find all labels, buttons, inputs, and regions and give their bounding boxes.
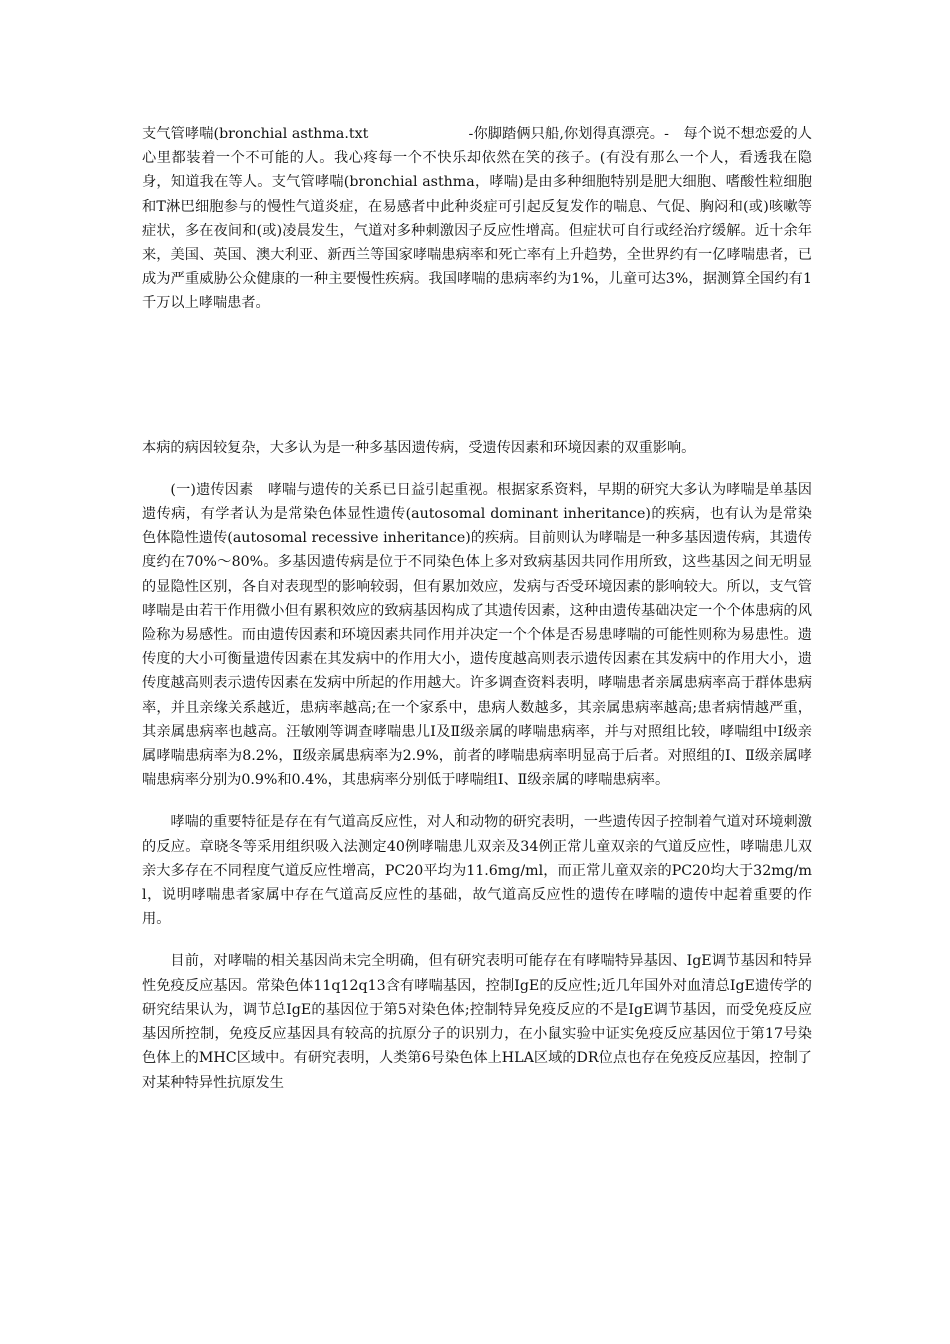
document-page: [142, 122, 827, 1095]
paragraph-spacer: [142, 931, 812, 949]
paragraph-spacer: [142, 460, 812, 478]
airway-hyperresponsiveness-paragraph: 哮喘的重要特征是存在有气道高反应性，对人和动物的研究表明，一些遗传因子控制着气道对环境刺激的反应。章晓冬等采用组织吸入法测定40例哮喘患儿双亲及34例正常儿童双亲的气道反应性，哮喘患儿双亲大多存在不同程度气道反应性增高，PC20平均为11.6mg/ml，而正常儿童双亲的PC20均大于32mg/ml，说明哮喘患者家属中存在气道高反应性的基础，故气道高反应性的遗传在哮喘的遗传中起着重要的作用。: [142, 814, 812, 928]
genetic-factors-paragraph: (一)遗传因素 哮喘与遗传的关系已日益引起重视。根据家系资料，早期的研究大多认为哮喘是单基因遗传病，有学者认为是常染色体显性遗传(autosomal dominant inheritance)的疾病，也有认为是常染色体隐性遗传(autosomal recessive inheritance)的疾病。目前则认为哮喘是一种多基因遗传病，其遗传度约在70%～80%。多基因遗传病是位于不同染色体上多对致病基因共同作用所致，这些基因之间无明显的显隐性区别，各自对表现型的影响较弱，但有累加效应，发病与否受环境因素的影响较大。所以，支气管哮喘是由若干作用微小但有累积效应的致病基因构成了其遗传因素，这种由遗传基础决定一个个体患病的风险称为易感性。而由遗传因素和环境因素共同作用并决定一个个体是否易患哮喘的可能性则称为易患性。遗传度的大小可衡量遗传因素在其发病中的作用大小，遗传度越高则表示遗传因素在其发病中的作用大小，遗传度越高则表示遗传因素在发病中所起的作用越大。许多调查资料表明，哮喘患者亲属患病率高于群体患病率，并且亲缘关系越近，患病率越高;在一个家系中，患病人数越多，其亲属患病率越高;患者病情越严重，其亲属患病率也越高。汪敏刚等调查哮喘患儿Ⅰ及Ⅱ级亲属的哮喘患病率，并与对照组比较，哮喘组中Ⅰ级亲属哮喘患病率为8.2%，Ⅱ级亲属患病率为2.9%，前者的哮喘患病率明显高于后者。对照组的Ⅰ、Ⅱ级亲属哮喘患病率分别为0.9%和0.4%，其患病率分别低于哮喘组Ⅰ、Ⅱ级亲属的哮喘患病率。: [142, 481, 812, 789]
related-genes-paragraph: 目前，对哮喘的相关基因尚未完全明确，但有研究表明可能存在有哮喘特异基因、IgE调节基因和特异性免疫反应基因。常染色体11q12q13含有哮喘基因，控制IgE的反应性;近几年国外对血清总IgE遗传学的研究结果认为，调节总IgE的基因位于第5对染色体;控制特异免疫反应的不是IgE调节基因，而受免疫反应基因所控制，免疫反应基因具有较高的抗原分子的识别力，在小鼠实验中证实免疫反应基因位于第17号染色体上的MHC区域中。有研究表明，人类第6号染色体上HLA区域的DR位点也存在免疫反应基因，控制了对某种特异性抗原发生: [142, 953, 812, 1091]
intro-paragraph: 支气管哮喘(bronchial asthma.txt -你脚踏俩只船,你划得真漂亮。- 每个说不想恋爱的人 心里都装着一个不可能的人。我心疼每一个不快乐却依然在笑的孩子。(有没有那么一个人，看透我在隐身，知道我在等人。支气管哮喘(bronchial asthma，哮喘)是由多种细胞特别是肥大细胞、嗜酸性粒细胞和T淋巴细胞参与的慢性气道炎症，在易感者中此种炎症可引起反复发作的喘息、气促、胸闷和(或)咳嗽等症状，多在夜间和(或)凌晨发生，气道对多种刺激因子反应性增高。但症状可自行或经治疗缓解。近十余年来，美国、英国、澳大利亚、新西兰等国家哮喘患病率和死亡率有上升趋势，全世界约有一亿哮喘患者，已成为严重威胁公众健康的一种主要慢性疾病。我国哮喘的患病率约为1%，儿童可达3%，据测算全国约有1千万以上哮喘患者。: [142, 126, 827, 312]
section-spacer: [142, 316, 812, 436]
paragraph-spacer: [142, 792, 812, 810]
etiology-summary-paragraph: 本病的病因较复杂，大多认为是一种多基因遗传病，受遗传因素和环境因素的双重影响。: [142, 439, 696, 456]
